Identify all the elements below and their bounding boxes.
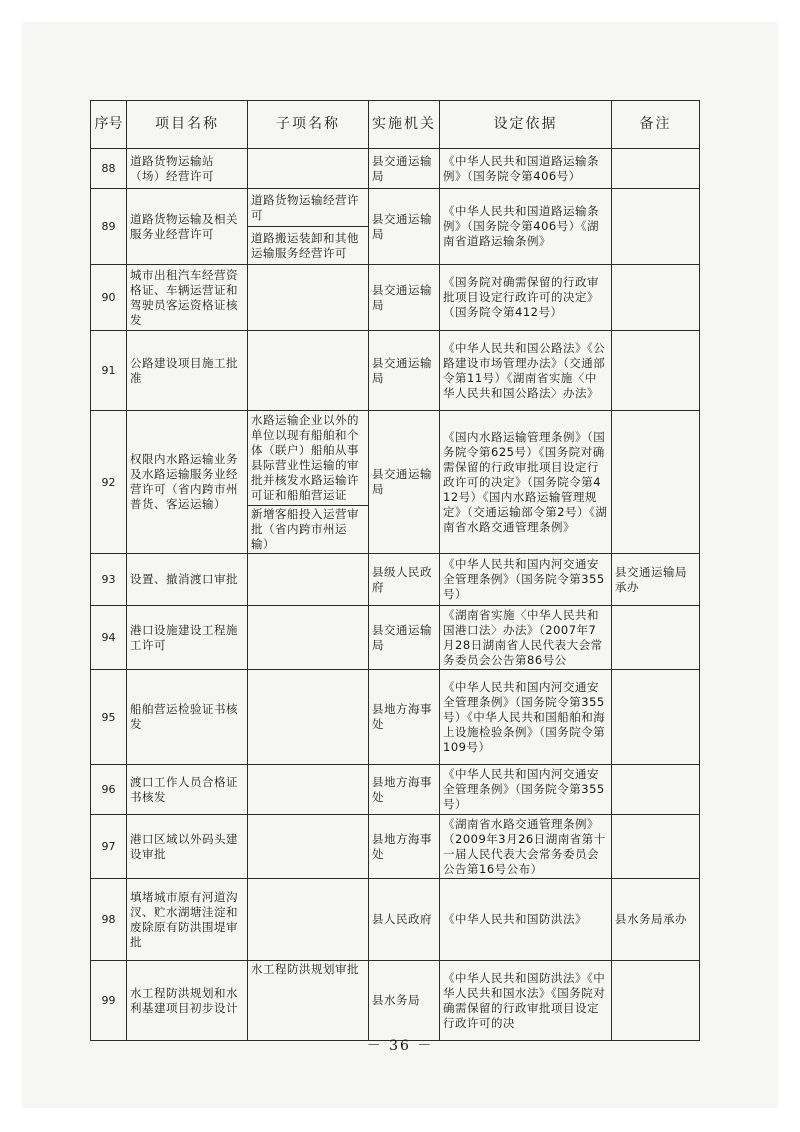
remark: 县水务局承办 <box>612 879 700 961</box>
remark <box>612 815 700 879</box>
subitem-name: 新增客船投入运营审批（省内跨市州运输） <box>248 506 369 554</box>
serial-number: 96 <box>91 765 127 815</box>
item-name: 港口设施建设工程施工许可 <box>127 606 248 670</box>
remark <box>612 606 700 670</box>
subitem-name <box>248 815 369 879</box>
remark <box>612 331 700 411</box>
serial-number: 92 <box>91 411 127 554</box>
legal-basis: 《中华人民共和国道路运输条例》（国务院令第406号）《湖南省道路运输条例》 <box>440 189 612 265</box>
implementing-agency: 县人民政府 <box>369 879 440 961</box>
table-row <box>91 879 700 961</box>
serial-number: 88 <box>91 149 127 189</box>
implementing-agency: 县级人民政府 <box>369 554 440 606</box>
serial-number: 91 <box>91 331 127 411</box>
subitem-name: 水路运输企业以外的单位以现有船舶和个体（联户）船舶从事县际营业性运输的审批并核发水路运输许可证和船舶营运证 <box>248 411 369 506</box>
item-name: 填堵城市原有河道沟汊、贮水湖塘洼淀和废除原有防洪围堤审批 <box>127 879 248 961</box>
implementing-agency: 县交通运输局 <box>369 149 440 189</box>
table-row <box>91 815 700 879</box>
item-name: 城市出租汽车经营资格证、车辆运营证和驾驶员客运资格证核发 <box>127 265 248 331</box>
item-name: 船舶营运检验证书核发 <box>127 670 248 765</box>
subitem-name <box>248 606 369 670</box>
header-subitem-name: 子项名称 <box>248 101 369 149</box>
header-remark: 备注 <box>612 101 700 149</box>
remark <box>612 765 700 815</box>
serial-number: 97 <box>91 815 127 879</box>
legal-basis: 《中华人民共和国防洪法》 <box>440 879 612 961</box>
legal-basis: 《中华人民共和国防洪法》《中华人民共和国水法》《国务院对确需保留的行政审批项目设定行政许可的决 <box>440 961 612 1041</box>
subitem-name <box>248 765 369 815</box>
implementing-agency: 县地方海事处 <box>369 670 440 765</box>
approval-items-table <box>90 100 700 1041</box>
legal-basis: 《国内水路运输管理条例》（国务院令第625号）《国务院对确需保留的行政审批项目设定行政许可的决定》（国务院令第412号）《国内水路运输管理规定》（交通运输部令第2号）《湖南省水路交通管理条例》 <box>440 411 612 554</box>
table-row <box>91 765 700 815</box>
remark <box>612 670 700 765</box>
serial-number: 95 <box>91 670 127 765</box>
legal-basis: 《中华人民共和国内河交通安全管理条例》（国务院令第355号） <box>440 765 612 815</box>
table-row <box>91 606 700 670</box>
item-name: 道路货物运输及相关服务业经营许可 <box>127 189 248 265</box>
serial-number: 94 <box>91 606 127 670</box>
remark <box>612 961 700 1041</box>
table-row <box>91 331 700 411</box>
subitem-name: 水工程防洪规划审批 <box>248 961 369 1041</box>
table-row <box>91 670 700 765</box>
table-row <box>91 961 700 1041</box>
remark <box>612 189 700 265</box>
item-name: 港口区域以外码头建设审批 <box>127 815 248 879</box>
legal-basis: 《湖南省实施〈中华人民共和国港口法〉办法》（2007年7月28日湖南省人民代表大会常务委员会公告第86号公 <box>440 606 612 670</box>
serial-number: 89 <box>91 189 127 265</box>
item-name: 道路货物运输站（场）经营许可 <box>127 149 248 189</box>
legal-basis: 《中华人民共和国公路法》《公路建设市场管理办法》（交通部令第11号）《湖南省实施〈中华人民共和国公路法〉办法》 <box>440 331 612 411</box>
item-name: 水工程防洪规划和水利基建项目初步设计 <box>127 961 248 1041</box>
table-row <box>91 554 700 606</box>
header-implementing-agency: 实施机关 <box>369 101 440 149</box>
serial-number: 98 <box>91 879 127 961</box>
serial-number: 93 <box>91 554 127 606</box>
serial-number: 99 <box>91 961 127 1041</box>
legal-basis: 《湖南省水路交通管理条例》（2009年3月26日湖南省第十一届人民代表大会常务委员会公告第16号公布） <box>440 815 612 879</box>
implementing-agency: 县地方海事处 <box>369 815 440 879</box>
subitem-name: 道路货物运输经营许可 <box>248 189 369 227</box>
implementing-agency: 县交通运输局 <box>369 189 440 265</box>
remark <box>612 411 700 554</box>
legal-basis: 《国务院对确需保留的行政审批项目设定行政许可的决定》（国务院令第412号） <box>440 265 612 331</box>
table-header-row <box>91 101 700 149</box>
table-row <box>91 265 700 331</box>
subitem-name: 道路搬运装卸和其他运输服务经营许可 <box>248 227 369 265</box>
item-name: 渡口工作人员合格证书核发 <box>127 765 248 815</box>
item-name: 权限内水路运输业务及水路运输服务业经营许可（省内跨市州普货、客运运输） <box>127 411 248 554</box>
remark: 县交通运输局承办 <box>612 554 700 606</box>
subitem-name <box>248 670 369 765</box>
remark <box>612 265 700 331</box>
header-item-name: 项目名称 <box>127 101 248 149</box>
implementing-agency: 县交通运输局 <box>369 411 440 554</box>
subitem-name <box>248 879 369 961</box>
subitem-name <box>248 149 369 189</box>
page-number: － 36 － <box>366 1038 434 1054</box>
item-name: 设置、撤消渡口审批 <box>127 554 248 606</box>
implementing-agency: 县交通运输局 <box>369 606 440 670</box>
table-row <box>91 411 700 506</box>
legal-basis: 《中华人民共和国道路运输条例》（国务院令第406号） <box>440 149 612 189</box>
item-name: 公路建设项目施工批准 <box>127 331 248 411</box>
implementing-agency: 县水务局 <box>369 961 440 1041</box>
table-row <box>91 189 700 227</box>
subitem-name <box>248 265 369 331</box>
serial-number: 90 <box>91 265 127 331</box>
header-legal-basis: 设定依据 <box>440 101 612 149</box>
implementing-agency: 县地方海事处 <box>369 765 440 815</box>
implementing-agency: 县交通运输局 <box>369 265 440 331</box>
table-container <box>90 100 699 1030</box>
remark <box>612 149 700 189</box>
implementing-agency: 县交通运输局 <box>369 331 440 411</box>
header-serial-number: 序号 <box>91 101 127 149</box>
legal-basis: 《中华人民共和国内河交通安全管理条例》（国务院令第355号）《中华人民共和国船舶和海上设施检验条例》（国务院令第109号） <box>440 670 612 765</box>
subitem-name <box>248 554 369 606</box>
table-row <box>91 149 700 189</box>
legal-basis: 《中华人民共和国内河交通安全管理条例》（国务院令第355号） <box>440 554 612 606</box>
subitem-name <box>248 331 369 411</box>
